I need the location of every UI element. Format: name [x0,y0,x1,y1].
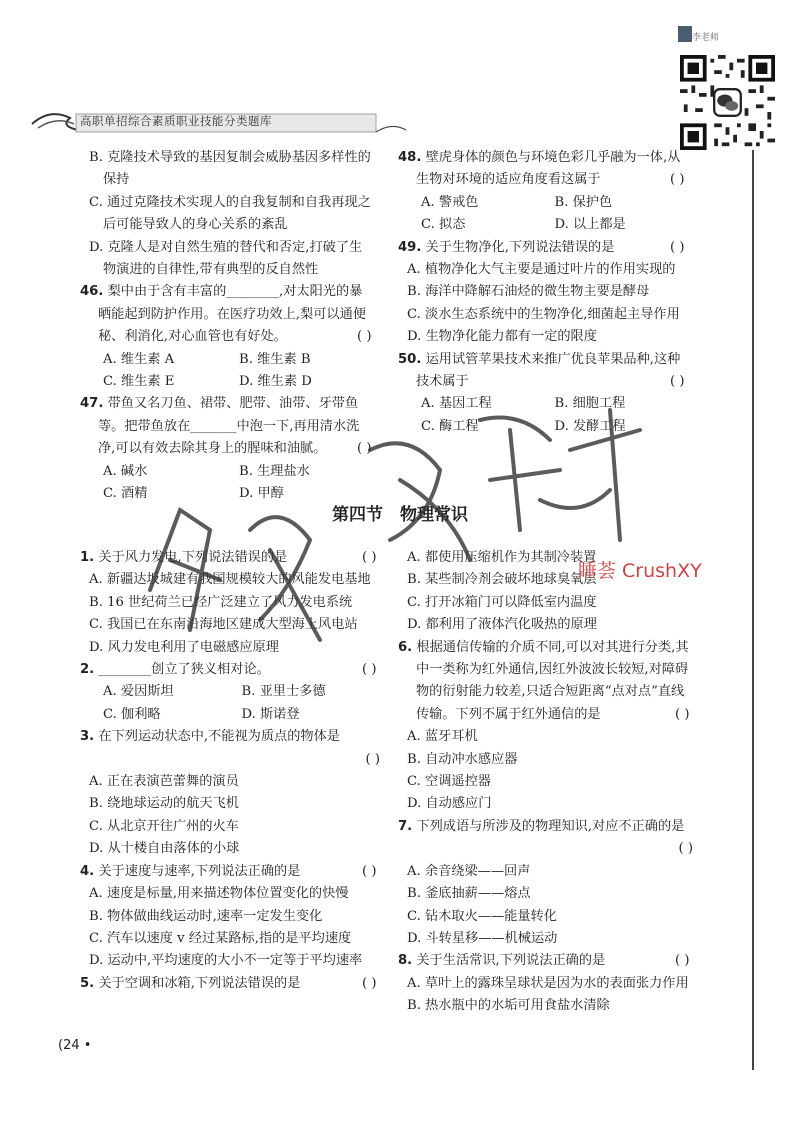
q3-option-b: B. 绕地球运动的航天飞机 [89,796,239,812]
q48-option-c: C. 拟态 [421,217,466,233]
question-8: 8. 关于生活常识,下列说法正确的是 ( ) [398,953,690,969]
q7-option-c: C. 钻木取火——能量转化 [407,908,557,924]
question-7 [398,816,693,838]
question-46: 46. 梨中由于含有丰富的________,对太阳光的暴晒能起到防护作用。在医疗功效上,梨可以通便秘、利消化,对心血管也有好处。 ( ) [80,284,372,345]
q48-options-row-2 [398,214,688,236]
question-49-text: 关于生物净化,下列说法错误的是 [425,239,615,255]
q48-option-a: A. 警戒色 [421,194,479,210]
page-number-value: 24 [63,1038,80,1053]
q48-option-d: D. 以上都是 [554,217,626,233]
q4-option-c: C. 汽车以速度 v 经过某路标,指的是平均速度 [89,930,352,946]
q2-option-b: B. 亚里士多德 [241,684,326,700]
question-48-text: 壁虎身体的颜色与环境色彩几乎融为一体,从生物对环境的适应角度看这属于 [416,150,681,188]
q2-options-row-1 [80,681,380,703]
q47-option-a: A. 碱水 [103,463,148,479]
question-50-number: 50. [398,351,422,367]
q2-options-row-2 [80,704,380,726]
q7-option-a: A. 余音绕梁——回声 [407,863,531,879]
q3-paren-line [80,749,380,771]
q8-option-a: A. 草叶上的露珠呈球状是因为水的表面张力作用 [407,975,689,991]
q6-option-a: A. 蓝牙耳机 [407,729,478,745]
q50-option-d: D. 发酵工程 [554,418,626,434]
answer-blank: ( ) [678,841,693,857]
question-5-number: 5. [80,975,95,991]
watermark-text: 睡荟 CrushXY [578,560,702,582]
q45-option-c: C. 通过克隆技术实现人的自我复制和自我再现之后可能导致人的身心关系的紊乱 [89,194,371,233]
question-3-text: 在下列运动状态中,不能视为质点的物体是 [98,729,340,745]
q46-options-row-1 [80,349,375,371]
question-3 [80,726,380,748]
page-edge-line [752,150,754,1070]
q3-option-c: C. 从北京开往广州的火车 [89,818,239,834]
question-7-text: 下列成语与所涉及的物理知识,对应不正确的是 [416,818,685,834]
q5-option-c: C. 打开冰箱门可以降低室内温度 [407,594,597,610]
q1-option-c: C. 我国已在东南沿海地区建成大型海上风电站 [89,617,358,633]
question-3-number: 3. [80,729,95,745]
question-47: 47. 带鱼又名刀鱼、裙带、肥带、油带、牙带鱼等。把带鱼放在_______中泡一下,再用清水洗净,可以有效去除其身上的腥味和油腻。 ( ) [80,396,372,457]
q46-option-a: A. 维生素 A [103,351,175,367]
q4-option-b: B. 物体做曲线运动时,速率一定发生变化 [89,908,323,924]
question-2-number: 2. [80,662,95,678]
question-46-number: 46. [80,284,104,300]
q48-option-b: B. 保护色 [554,194,613,210]
question-48-number: 48. [398,150,422,165]
q3-option-d: D. 从十楼自由落体的小球 [89,841,240,857]
question-50-text: 运用试管苹果技术来推广优良苹果品种,这种技术属于 [416,351,681,390]
q50-option-b: B. 细胞工程 [554,396,626,412]
question-1-number: 1. [80,550,95,565]
q8-option-b: B. 热水瓶中的水垢可用食盐水清除 [407,998,610,1014]
question-5: 5. 关于空调和冰箱,下列说法错误的是 ( ) [80,975,377,991]
q5-option-b: B. 某些制冷剂会破坏地球臭氧层 [407,572,597,588]
q47-option-b: B. 生理盐水 [239,463,310,479]
q2-option-c: C. 伽利略 [103,706,161,722]
question-48: 48. 壁虎身体的颜色与环境色彩几乎融为一体,从生物对环境的适应角度看这属于 ( ) [398,150,685,188]
q3-option-a: A. 正在表演芭蕾舞的演员 [89,774,239,790]
qr-label: 李老师 [692,33,720,43]
q1-option-b: B. 16 世纪荷兰已经广泛建立了风力发电系统 [89,594,353,610]
q5-option-a: A. 都使用压缩机作为其制冷装置 [407,550,597,565]
q6-option-c: C. 空调遥控器 [407,774,491,790]
answer-blank: ( ) [365,751,380,767]
q50-option-a: A. 基因工程 [421,396,492,412]
q4-option-a: A. 速度是标量,用来描述物体位置变化的快慢 [89,886,349,902]
q6-option-d: D. 自动感应门 [407,796,492,812]
question-4: 4. 关于速度与速率,下列说法正确的是 ( ) [80,863,377,879]
question-6: 6. 根据通信传输的介质不同,可以对其进行分类,其中一类称为红外通信,因红外波波长较短,对障碍物的衍射能力较差,只适合短距离“点对点”直线传输。下列不属于红外通信的是 ( ) [398,639,690,722]
q48-options-row-1 [398,192,688,214]
question-47-number: 47. [80,396,104,412]
q45-option-b: B. 克隆技术导致的基因复制会威胁基因多样性的保持 [89,150,371,188]
q4-option-d: D. 运动中,平均速度的大小不一定等于平均速率 [89,953,363,969]
q49-option-b: B. 海洋中降解石油烃的微生物主要是酵母 [407,284,650,300]
question-46-text: 梨中由于含有丰富的________,对太阳光的暴晒能起到防护作用。在医疗功效上,梨可以通便秘、利消化,对心血管也有好处。 [98,284,366,345]
question-5-text: 关于空调和冰箱,下列说法错误的是 [98,975,301,991]
q46-option-c: C. 维生素 E [103,374,175,390]
question-49-number: 49. [398,239,422,255]
q50-option-c: C. 酶工程 [421,418,479,434]
question-2: 2. ________创立了狭义相对论。 ( ) [80,662,377,678]
q46-option-b: B. 维生素 B [239,351,311,367]
question-2-text: ________创立了狭义相对论。 [98,662,270,678]
q49-option-c: C. 淡水生态系统中的生物净化,细菌起主导作用 [407,306,680,322]
question-8-text: 关于生活常识,下列说法正确的是 [416,953,606,969]
q47-options-row-1 [80,461,375,483]
question-6-text: 根据通信传输的介质不同,可以对其进行分类,其中一类称为红外通信,因红外波波长较短,对障碍物的衍射能力较差,只适合短距离“点对点”直线传输。下列不属于红外通信的是 [416,639,689,722]
q1-option-d: D. 风力发电利用了电磁感应原理 [89,639,279,655]
q7-option-d: D. 斗转星移——机械运动 [407,930,558,946]
q50-options-row-1 [398,393,688,415]
question-49: 49. 关于生物净化,下列说法错误的是 ( ) [398,239,685,255]
q45-option-d: D. 克隆人是对自然生殖的替代和否定,打破了生物演进的自律性,带有典型的反自然性 [89,239,363,278]
q5-option-d: D. 都利用了液体汽化吸热的原理 [407,617,597,633]
question-7-number: 7. [398,818,413,834]
question-4-text: 关于速度与速率,下列说法正确的是 [98,863,301,879]
question-6-number: 6. [398,639,413,655]
q47-option-c: C. 酒精 [103,486,148,502]
avatar [678,26,692,42]
q46-options-row-2 [80,371,375,393]
section-title: 第四节 物理常识 [332,505,468,525]
q50-options-row-2 [398,416,688,438]
question-1: 1. 关于风力发电,下列说法错误的是 ( ) [80,550,377,565]
q2-option-a: A. 爱因斯坦 [103,684,174,700]
page-number: (24 • [58,1038,92,1053]
bottom-right-column [398,547,693,1018]
q7-paren-line [398,838,693,860]
question-47-text: 带鱼又名刀鱼、裙带、肥带、油带、牙带鱼等。把带鱼放在_______中泡一下,再用清水洗净,可以有效去除其身上的腥味和油腻。 [98,396,360,457]
q1-option-a: A. 新疆达坂城建有我国规模较大的风能发电基地 [89,572,371,588]
qr-code-icon [680,55,775,150]
q49-option-d: D. 生物净化能力都有一定的限度 [407,329,597,345]
q2-option-d: D. 斯诺登 [241,706,300,722]
question-4-number: 4. [80,863,95,879]
bottom-left-column [80,547,380,995]
question-8-number: 8. [398,953,413,969]
question-50: 50. 运用试管苹果技术来推广优良苹果品种,这种技术属于 ( ) [398,351,685,390]
q6-option-b: B. 自动冲水感应器 [407,751,518,767]
q7-option-b: B. 釜底抽薪——熔点 [407,886,531,902]
q46-option-d: D. 维生素 D [239,374,312,390]
top-right-column [398,147,688,438]
top-left-column [80,147,375,506]
header-banner-text: 高职单招综合素质职业技能分类题库 [80,114,272,128]
q47-option-d: D. 甲醇 [239,486,284,502]
question-1-text: 关于风力发电,下列说法错误的是 [98,550,288,565]
q49-option-a: A. 植物净化大气主要是通过叶片的作用实现的 [407,262,676,278]
